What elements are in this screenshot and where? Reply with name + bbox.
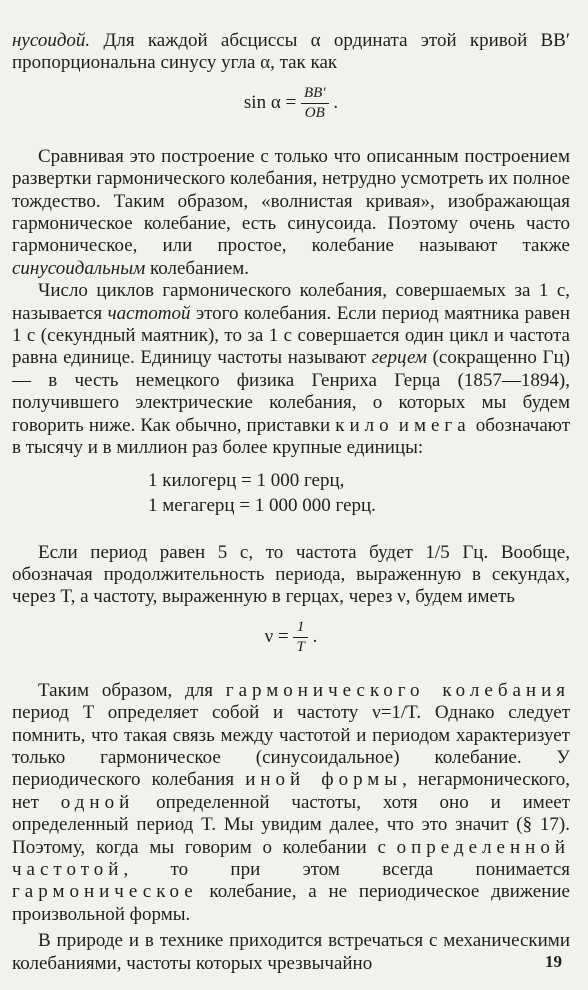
unit-megahertz: 1 мегагерц = 1 000 000 герц. [148, 494, 376, 516]
formula-sin-alpha: sin α = $\frac{BB'}{OB}$ . [243, 84, 339, 121]
prefix-kilo: кило [335, 414, 394, 436]
fraction: $\frac{1}{T}$ [293, 619, 307, 656]
term-other-form: иной формы [245, 769, 403, 791]
term-harmonic: гармоническое [12, 881, 198, 903]
term-sinusoidal: синусоидальным [12, 257, 146, 279]
paragraph-4: Если период равен 5 с, то частота будет 1/5 Гц. Вообще, обозначая продолжительность периода, выраженную в секундах, через T, а частоту, выраженную в герцах, через ν, будем иметь [12, 541, 570, 608]
formula-nu: ν = $\frac{1}{T}$ . [264, 618, 318, 655]
term-frequency: частотой [107, 302, 191, 324]
term-harmonic-oscillation: гармонического колебания [225, 679, 570, 701]
term-sinusoid-end: нусоидой. [12, 30, 91, 51]
unit-kilohertz: 1 килогерц = 1 000 герц, [148, 469, 345, 491]
paragraph-5: Таким образом, для гармонического колебания период T определяет собой и частоту ν=1/T. Однако следует помнить, что такая связь между частотой и периодом характеризует только гармоническое (синусоидальное) колебание. У периодического колебания иной формы, негармонического, нет одной определенной частоты, хотя оно и имеет определенный период T. Мы увидим далее, что это значит (§ 17). Поэтому, когда мы говорим о колебании с определенной частотой, то при этом всегда понимается гармоническое колебание, а не периодическое движение произвольной формы. [12, 679, 570, 925]
term-definite-frequency: определенной частотой [12, 836, 570, 880]
term-hertz: герцем [371, 347, 428, 369]
paragraph-3: Число циклов гармонического колебания, совершаемых за 1 с, называется частотой этого колебания. Если период маятника равен 1 с (секундный маятник), то за 1 с совершается один цикл и частота равна единице. Единицу частоты называют герцем (сокращенно Гц) — в честь немецкого физика Генриха Герца (1857—1894), получившего электрические колебания, о которых мы будем говорить ниже. Как обычно, приставки кило и мега обозначают в тысячу и в миллион раз более крупные единицы: [12, 280, 571, 459]
term-one: одной [60, 791, 135, 813]
paragraph-2: Сравнивая это построение с только что описанным построением развертки гармонического колебания, нетрудно усмотреть их полное тождество. Таким образом, «волнистая кривая», изображающая гармоническое колебание, есть синусоида. Поэтому очень часто гармоническое, или простое, колебание называют также синусоидальным колебанием. [12, 145, 570, 279]
units-list [148, 468, 570, 518]
page-number: 19 [545, 952, 562, 971]
fraction: $\frac{BB'}{OB}$ [301, 85, 329, 122]
page-text [12, 30, 570, 975]
paragraph-6: В природе и в технике приходится встречаться с механическими колебаниями, частоты которых чрезвычайно [12, 930, 570, 974]
paragraph-1: нусоидой. Для каждой абсциссы α ордината этой кривой BB′ пропорциональна синусу угла α, так как [12, 30, 570, 74]
prefix-mega: мега [413, 414, 471, 436]
